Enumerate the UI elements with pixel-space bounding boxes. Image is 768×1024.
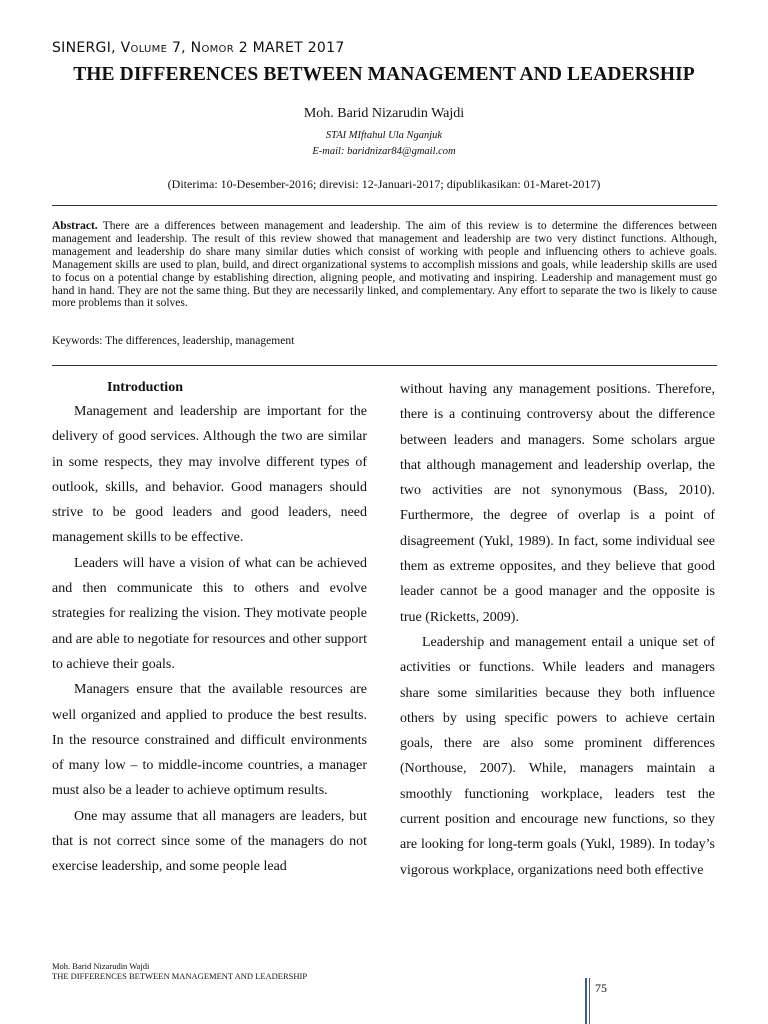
abstract-label: Abstract.: [52, 220, 98, 232]
abstract-text: There are a differences between management and leadership. The aim of this review is to determine the differences between management and leadership. The result of this review showed that management and leadership are two very distinct functions. Although, management and leadership do share many similar duties which consist of working with people and influencing others to achieve goals. Management skills are used to plan, build, and direct organizational systems to accomplish missions and goals, while leadership skills are used to focus on a potential change by establishing direction, aligning people, and motivating and inspiring. Leadership and management must go hand in hand. They are not the same thing. But they are necessarily linked, and complementary. Any effort to separate the two is likely to cause more problems than it solves.: [52, 220, 717, 310]
page-number-bar-thin: [589, 978, 590, 1024]
paragraph: One may assume that all managers are leaders, but that is not correct since some of the managers do not exercise leadership, and some people lead: [52, 808, 367, 875]
page-footer: [52, 962, 307, 981]
submission-dates: (Diterima: 10-Desember-2016; direvisi: 12-Januari-2017; dipublikasikan: 01-Maret-2017): [167, 177, 601, 191]
keywords: Keywords: The differences, leadership, management: [52, 335, 295, 347]
divider-bottom: [52, 365, 717, 366]
paragraph: Managers ensure that the available resources are well organized and applied to produce the best results. In the resource constrained and difficult environments of many low – to middle-income countries, a manager must also be a leader to achieve optimum results.: [52, 682, 367, 799]
paper-title: THE DIFFERENCES BETWEEN MANAGEMENT AND LEADERSHIP: [73, 64, 695, 85]
abstract: [52, 220, 717, 310]
paragraph-continued: without having any management positions. Therefore, there is a continuing controversy about the difference between leaders and managers. Some scholars argue that although management and leadership overlap, the two activities are not synonymous (Bass, 2010). Furthermore, the degree of overlap is a point of disagreement (Yukl, 1989). In fact, some individual see them as extreme opposites, and they believe that good leader cannot be a good manager and the opposite is true (Ricketts, 2009).: [400, 382, 715, 625]
paragraph: Management and leadership are important for the delivery of good services. Although the two are similar in some respects, they may involve different types of outlook, skills, and behavior. Good managers should strive to be good leaders and good leaders, need management skills to be effective.: [52, 404, 367, 546]
paragraph: Leadership and management entail a unique set of activities or functions. While leaders and managers share some similarities because they both influence others by using specific powers to achieve certain goals, there are also some prominent differences (Northouse, 2007). While, managers maintain a smoothly functioning workplace, leaders test the current position and encourage new functions, so they are looking for long-term goals (Yukl, 1989). In today’s vigorous workplace, organizations need both effective: [400, 634, 715, 878]
body-column-right: [400, 377, 715, 883]
page-number-bar: [585, 978, 587, 1024]
author-email: E-mail: baridnizar84@gmail.com: [312, 146, 456, 157]
footer-author: Moh. Barid Nizarudin Wajdi: [52, 961, 150, 971]
journal-header: SINERGI, Volume 7, Nomor 2 MARET 2017: [52, 40, 345, 56]
footer-title: THE DIFFERENCES BETWEEN MANAGEMENT AND LEADERSHIP: [52, 970, 308, 981]
author-name: Moh. Barid Nizarudin Wajdi: [303, 106, 465, 121]
divider-top: [52, 205, 717, 206]
body-column-left: [52, 377, 367, 880]
page-number: 75: [595, 981, 607, 995]
author-institution: STAI MIftahul Ula Nganjuk: [325, 130, 443, 141]
section-heading: Introduction: [107, 380, 183, 395]
paragraph: Leaders will have a vision of what can be achieved and then communicate this to others and evolve strategies for realizing the vision. They motivate people and are able to negotiate for resources and other support to achieve their goals.: [52, 555, 367, 672]
